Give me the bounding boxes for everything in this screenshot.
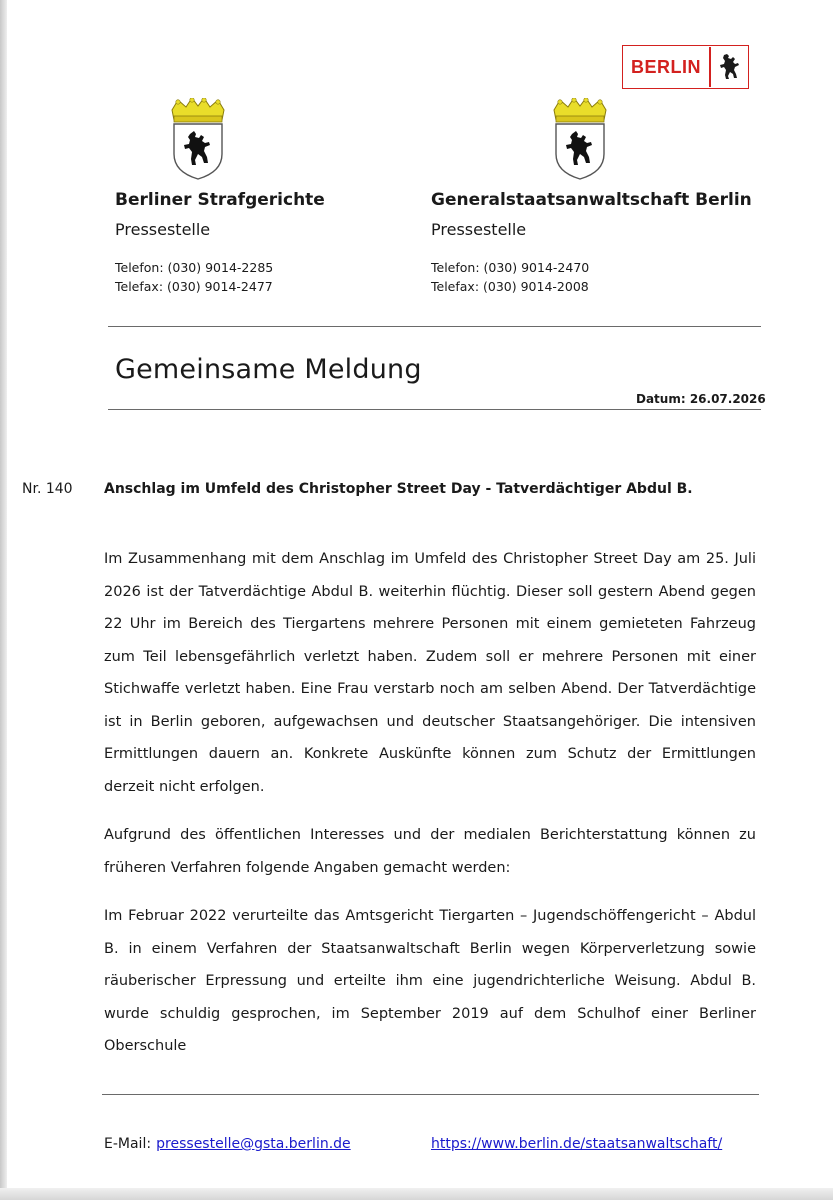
release-body (104, 543, 756, 1063)
body-paragraph: Im Februar 2022 verurteilte das Amtsgericht Tiergarten – Jugendschöffengericht – Abdul B. in einem Verfahren der Staatsanwaltschaft Berlin wegen Körperverletzung sowie räuberischer Erpressung und erteilte ihm eine jugendrichterliche Weisung. Abdul B. wurde schuldig gesprochen, im September 2019 auf dem Schulhof einer Berliner Oberschule (104, 908, 756, 1054)
footer-divider (102, 1094, 759, 1095)
left-org-fax: Telefax: (030) 9014-2477 (115, 279, 273, 294)
page-bottom-shadow (0, 1188, 833, 1200)
berlin-logo-text: BERLIN (631, 56, 701, 77)
document-title: Gemeinsame Meldung (115, 354, 422, 385)
footer-email-label: E-Mail: (104, 1136, 152, 1152)
left-org-name: Berliner Strafgerichte (115, 190, 325, 210)
footer-website-link[interactable]: https://www.berlin.de/staatsanwaltschaft/ (431, 1136, 723, 1152)
right-org-department: Pressestelle (431, 220, 527, 239)
right-org-phone: Telefon: (030) 9014-2470 (431, 260, 590, 275)
body-paragraph: Im Zusammenhang mit dem Anschlag im Umfeld des Christopher Street Day am 25. Juli 2026 ist der Tatverdächtige Abdul B. weiterhin flüchtig. Dieser soll gestern Abend gegen 22 Uhr im Bereich des Tiergartens mehrere Personen mit einem gemieteten Fahrzeug zum Teil lebensgefährlich verletzt haben. Zudem soll er mehrere Personen mit einer Stichwaffe verletzt haben. Eine Frau verstarb noch am selben Abend. Der Tatverdächtige ist in Berlin geboren, aufgewachsen und deutscher Staatsangehöriger. Die intensiven Ermittlungen dauern an. Konkrete Auskünfte können zum Schutz der Ermittlungen derzeit nicht erfolgen. (104, 551, 756, 795)
document-date: Datum: 26.07.2026 (636, 392, 766, 406)
right-org-name: Generalstaatsanwaltschaft Berlin (431, 190, 752, 210)
header-divider (108, 326, 761, 327)
page-edge-shadow (0, 0, 7, 1200)
release-headline: Anschlag im Umfeld des Christopher Street Day - Tatverdächtiger Abdul B. (104, 481, 693, 497)
coat-of-arms-icon (168, 98, 228, 184)
left-org-department: Pressestelle (115, 220, 211, 239)
footer-website (431, 1133, 722, 1152)
left-org-phone: Telefon: (030) 9014-2285 (115, 260, 274, 275)
title-divider (108, 409, 761, 410)
footer-email (104, 1133, 351, 1152)
coat-of-arms-icon (550, 98, 610, 184)
berlin-logo (622, 45, 749, 89)
bear-icon (711, 52, 749, 82)
release-number: Nr. 140 (22, 481, 73, 497)
right-org-fax: Telefax: (030) 9014-2008 (431, 279, 589, 294)
footer-email-link[interactable]: pressestelle@gsta.berlin.de (156, 1136, 351, 1152)
body-paragraph: Aufgrund des öffentlichen Interesses und der medialen Berichterstattung können zu früheren Verfahren folgende Angaben gemacht werden: (104, 827, 756, 876)
